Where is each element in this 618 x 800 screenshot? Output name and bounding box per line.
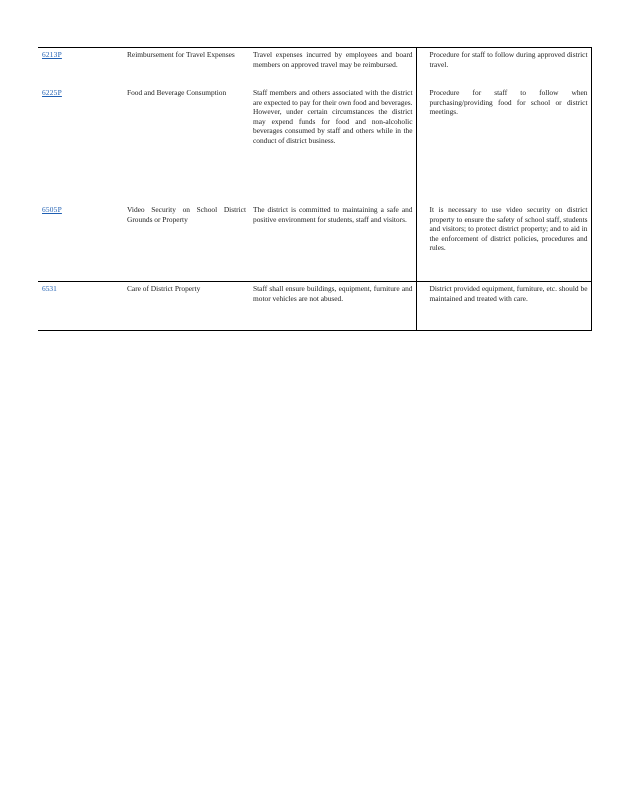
policy-reason-cell — [416, 48, 591, 87]
policy-code-link[interactable]: 6505P — [42, 205, 62, 214]
policy-code-link[interactable]: 6213P — [42, 50, 62, 59]
policy-reason-cell — [416, 282, 591, 331]
policy-code-cell — [38, 48, 123, 87]
policy-title: Care of District Property — [123, 282, 249, 331]
table-row — [38, 203, 591, 282]
table-row — [38, 282, 591, 331]
policy-reason-cell — [416, 203, 591, 282]
policy-code-link[interactable]: 6225P — [42, 88, 62, 97]
policy-reason: District provided equipment, furniture, etc. should be maintained and treated with care. — [429, 284, 588, 303]
bullet-icon — [421, 50, 430, 69]
policy-code-cell — [38, 282, 123, 331]
policy-description: The district is committed to maintaining a safe and positive environment for students, staff and visitors. — [253, 205, 413, 224]
policy-title: Reimbursement for Travel Expenses — [123, 48, 249, 87]
policy-code-cell — [38, 203, 123, 282]
policy-table — [38, 47, 592, 331]
policy-title: Food and Beverage Consumption — [127, 88, 227, 97]
table-row — [38, 48, 591, 87]
bullet-icon — [421, 205, 430, 253]
policy-reason: Procedure for staff to follow when purchasing/providing food for school or district meetings. — [429, 88, 588, 117]
bullet-icon — [421, 284, 430, 303]
policy-reason-cell — [416, 86, 591, 203]
policy-reason: It is necessary to use video security on district property to ensure the safety of school staff, students and visitors; to protect district property; and to aid in the enforcement of district policies, procedures and rules. — [429, 205, 588, 253]
bullet-icon — [421, 88, 430, 117]
policy-code-cell — [38, 86, 123, 203]
policy-description: Staff shall ensure buildings, equipment, furniture and motor vehicles are not abused. — [249, 282, 416, 331]
table-row — [38, 86, 591, 203]
policy-description: Staff members and others associated with the district are expected to pay for their own food and beverages. However, under certain circumstances the district may expend funds for food and non-alcoholic beverages consumed by staff and others while in the conduct of district business. — [253, 88, 413, 145]
policy-code: 6531 — [42, 284, 57, 293]
policy-title: Video Security on School District Grounds or Property — [127, 205, 246, 224]
policy-description: Travel expenses incurred by employees and board members on approved travel may be reimbursed. — [249, 48, 416, 87]
policy-reason: Procedure for staff to follow during approved district travel. — [429, 50, 588, 69]
